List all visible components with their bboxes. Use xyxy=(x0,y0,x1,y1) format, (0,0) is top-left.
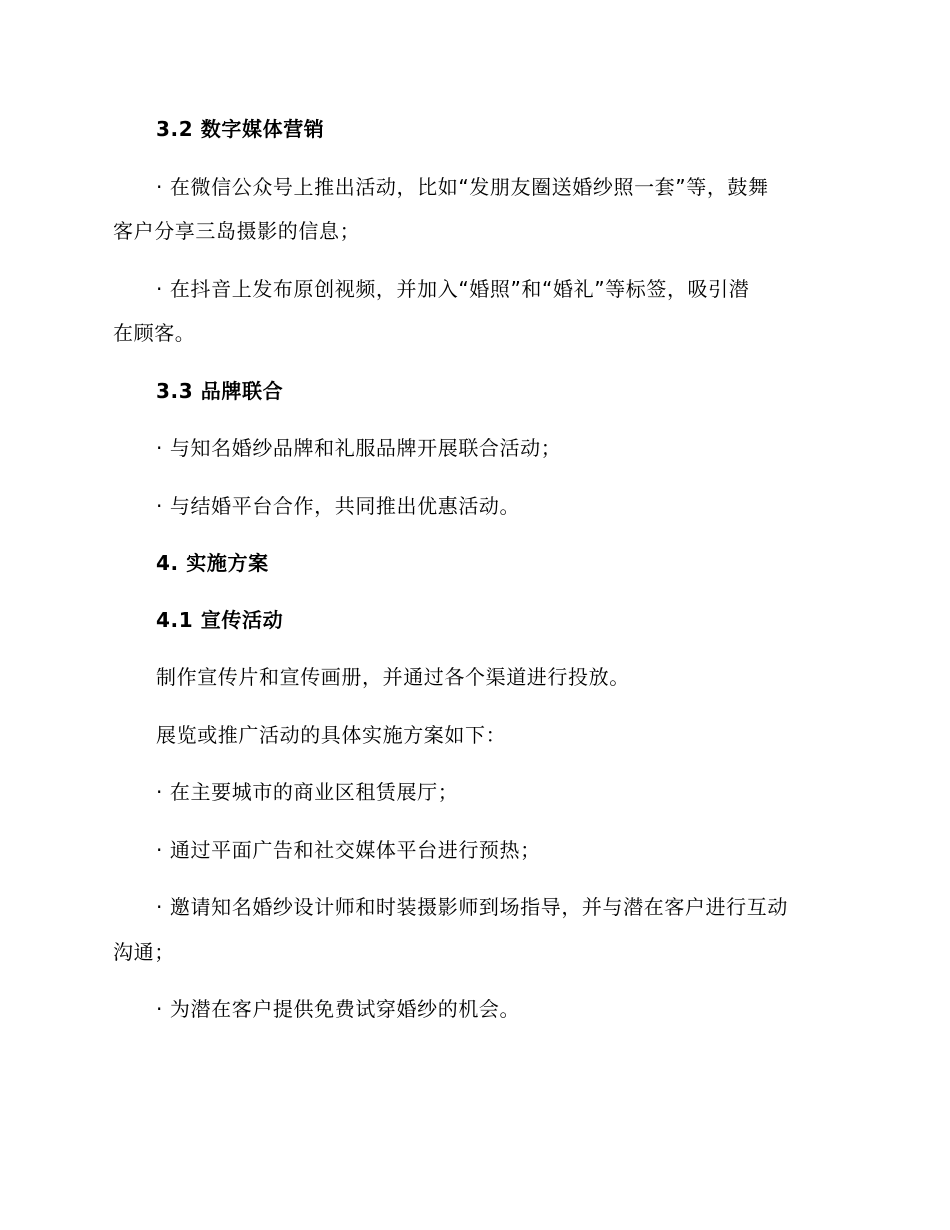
bullet-brand-joint: · 与知名婚纱品牌和礼服品牌开展联合活动； xyxy=(156,436,562,460)
bullet-wechat-line1: · 在微信公众号上推出活动，比如“发朋友圈送婚纱照一套”等，鼓舞 xyxy=(156,175,769,199)
bullet-preheat: · 通过平面广告和社交媒体平台进行预热； xyxy=(156,838,541,862)
heading-4: 4. 实施方案 xyxy=(156,551,269,575)
bullet-douyin-line1: · 在抖音上发布原创视频，并加入“婚照”和“婚礼”等标签，吸引潜 xyxy=(156,277,750,301)
heading-3-3: 3.3 品牌联合 xyxy=(156,379,284,403)
heading-3-2: 3.2 数字媒体营销 xyxy=(156,117,325,141)
bullet-douyin-line2: 在顾客。 xyxy=(113,321,196,345)
paragraph-plan-intro: 展览或推广活动的具体实施方案如下： xyxy=(156,723,507,747)
bullet-platform-coop: · 与结婚平台合作，共同推出优惠活动。 xyxy=(156,494,521,518)
bullet-wechat-line2: 客户分享三岛摄影的信息； xyxy=(113,219,361,243)
paragraph-promo-material: 制作宣传片和宣传画册，并通过各个渠道进行投放。 xyxy=(156,665,630,689)
heading-4-1: 4.1 宣传活动 xyxy=(156,608,284,632)
bullet-designers-line2: 沟通； xyxy=(113,940,175,964)
bullet-showroom: · 在主要城市的商业区租赁展厅； xyxy=(156,780,459,804)
bullet-designers-line1: · 邀请知名婚纱设计师和时装摄影师到场指导，并与潜在客户进行互动 xyxy=(156,895,788,919)
bullet-free-trial: · 为潜在客户提供免费试穿婚纱的机会。 xyxy=(156,997,521,1021)
